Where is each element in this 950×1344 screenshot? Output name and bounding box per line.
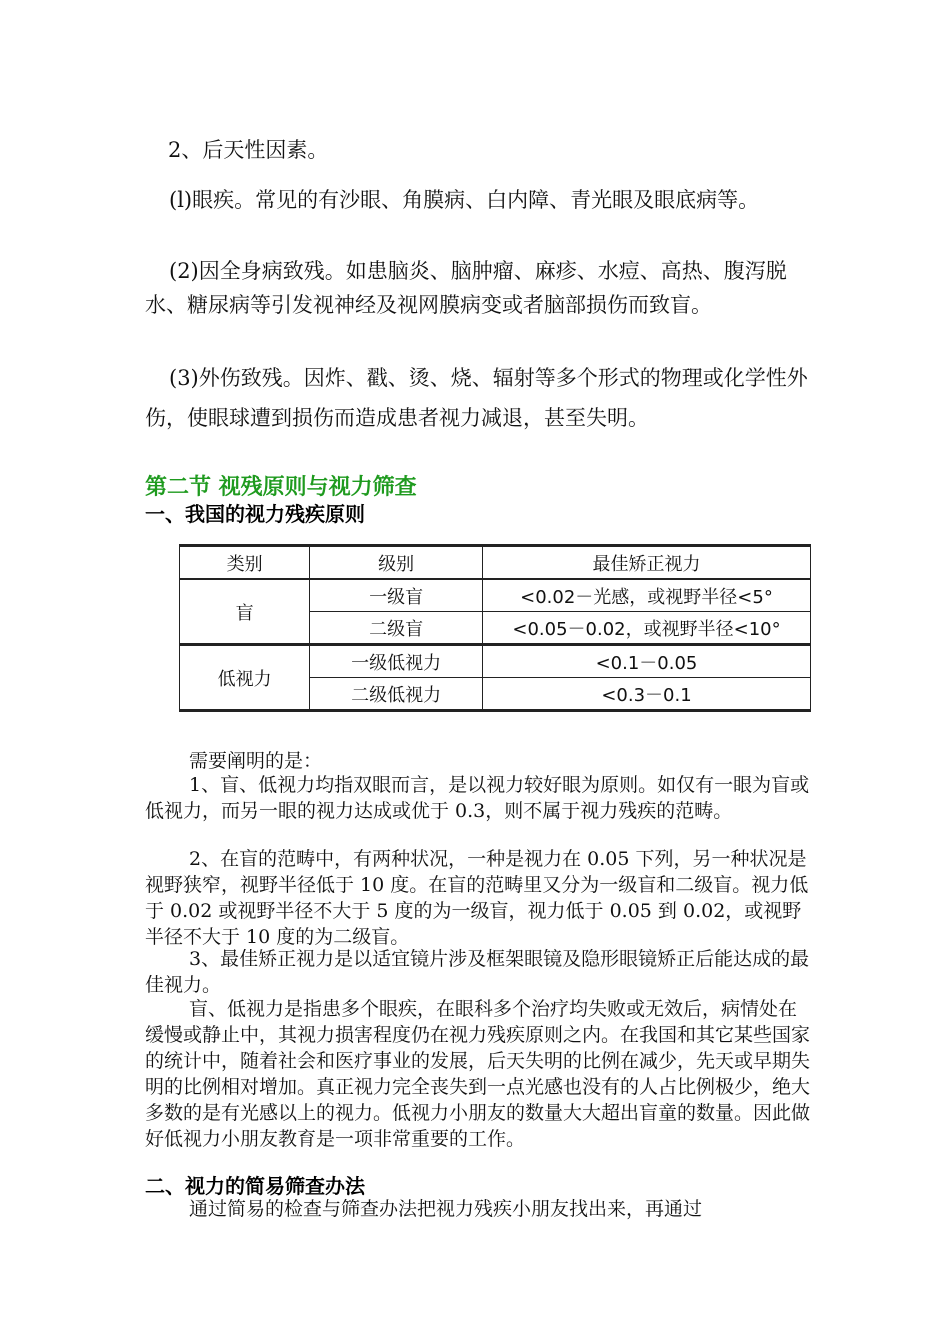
- visual-disability-table: [179, 544, 811, 712]
- table-level-cell: 二级低视力: [310, 678, 483, 711]
- table-level-cell: 一级盲: [310, 579, 483, 612]
- table-header-vision: 最佳矫正视力: [483, 546, 811, 580]
- table-vision-cell: <0.3－0.1: [483, 678, 811, 711]
- note-1: 1、盲、低视力均指双眼而言，是以视力较好眼为原则。如仅有一眼为盲或低视力，而另一眼的视力达成或优于 0.3，则不属于视力残疾的范畴。: [145, 774, 810, 822]
- acquired-item-trauma: (3)外伤致残。因炸、戳、烫、烧、辐射等多个形式的物理或化学性外伤，使眼球遭到损伤而造成患者视力减退，甚至失明。: [145, 366, 808, 430]
- table-header-level: 级别: [310, 546, 483, 580]
- acquired-item-systemic-disease: (2)因全身病致残。如患脑炎、脑肿瘤、麻疹、水痘、高热、腹泻脱水、糖尿病等引发视神经及视网膜病变或者脑部损伤而致盲。: [145, 259, 787, 317]
- section-heading: 第二节 视残原则与视力筛查: [145, 475, 417, 500]
- note-2: 2、在盲的范畴中，有两种状况，一种是视力在 0.05 下列，另一种状况是视野狭窄，视野半径低于 10 度。在盲的范畴里又分为一级盲和二级盲。视力低于 0.02 或视野半径不大于 5 度的为一级盲，视力低于 0.05 到 0.02，或视野半径不大于 10 度的为二级盲。: [145, 848, 809, 948]
- table-level-cell: 一级低视力: [310, 645, 483, 678]
- table-vision-cell: <0.05－0.02，或视野半径<10°: [483, 612, 811, 645]
- table-level-cell: 二级盲: [310, 612, 483, 645]
- table-row: [180, 645, 811, 678]
- notes-intro: 需要阐明的是：: [189, 750, 323, 772]
- table-category-cell: 盲: [180, 579, 310, 645]
- note-3: 3、最佳矫正视力是以适宜镜片涉及框架眼镜及隐形眼镜矫正后能达成的最佳视力。: [145, 948, 810, 996]
- table-header-row: [180, 546, 811, 580]
- summary-paragraph: 盲、低视力是指患多个眼疾，在眼科多个治疗均失败或无效后，病情处在缓慢或静止中，其视力损害程度仍在视力残疾原则之内。在我国和其它某些国家的统计中，随着社会和医疗事业的发展，后天失明的比例在减少，先天或早期失明的比例相对增加。真正视力完全丧失到一点光感也没有的人占比例极少，绝大多数的是有光感以上的视力。低视力小朋友的数量大大超出盲童的数量。因此做好低视力小朋友教育是一项非常重要的工作。: [145, 998, 811, 1150]
- table-vision-cell: <0.1－0.05: [483, 645, 811, 678]
- subsection-heading-standards: 一、我国的视力残疾原则: [145, 502, 365, 526]
- acquired-factors-title: 2、后天性因素。: [168, 138, 329, 162]
- table-vision-cell: <0.02－光感，或视野半径<5°: [483, 579, 811, 612]
- screening-paragraph: 通过简易的检查与筛查办法把视力残疾小朋友找出来，再通过: [189, 1198, 703, 1220]
- subsection-heading-screening: 二、视力的简易筛查办法: [145, 1174, 365, 1198]
- acquired-item-eye-disease: (l)眼疾。常见的有沙眼、角膜病、白内障、青光眼及眼底病等。: [169, 188, 760, 212]
- table-row: [180, 579, 811, 612]
- table-category-cell: 低视力: [180, 645, 310, 711]
- table-header-category: 类别: [180, 546, 310, 580]
